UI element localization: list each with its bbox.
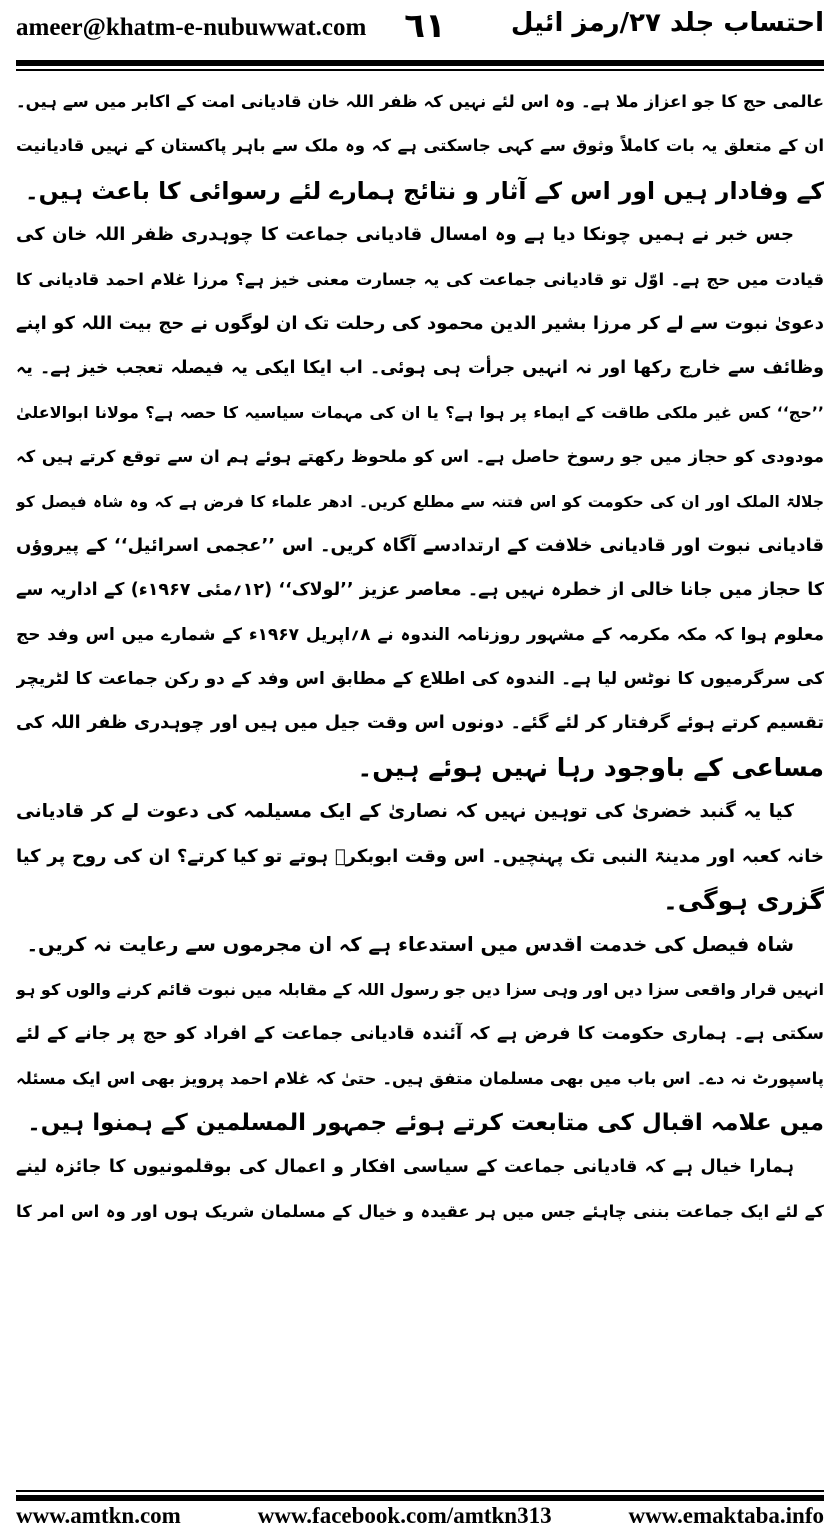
text-line: مساعی کے باوجود رہا نہیں ہوئے ہیں۔ bbox=[357, 752, 824, 782]
header-email: ameer@khatm-e-nubuwwat.com bbox=[16, 14, 367, 41]
text-line: شاہ فیصل کی خدمت اقدس میں استدعاء ہے کہ ان مجرموں سے رعایت نہ کریں۔ bbox=[26, 933, 794, 957]
body-text bbox=[16, 80, 824, 1475]
text-line: گزری ہوگی۔ bbox=[663, 886, 824, 916]
footer-rule-thick bbox=[16, 1495, 824, 1501]
text-line: سکتی ہے۔ ہماری حکومت کا فرض ہے کہ آئندہ قادیانی جماعت کے افراد کو حج پر جانے کے لئے bbox=[16, 1024, 824, 1045]
page-footer bbox=[16, 1503, 824, 1529]
text-line: قادیانی نبوت اور قادیانی خلافت کے ارتدادسے آگاہ کریں۔ اس ’’عجمی اسرائیل‘‘ کے پیروؤں bbox=[16, 534, 824, 556]
footer-rule-thin bbox=[16, 1490, 824, 1492]
page-number: ٦١ bbox=[404, 6, 446, 46]
text-line: کا حجاز میں جانا خالی از خطرہ نہیں ہے۔ معاصر عزیز ’’لولاک‘‘ (۱۲؍مئی ۱۹۶۷ء) کے اداریہ سے bbox=[16, 580, 824, 601]
footer-link-amtkn[interactable]: www.amtkn.com bbox=[16, 1503, 181, 1528]
text-line: کے لئے ایک جماعت بننی چاہئے جس میں ہر عقیدہ و خیال کے مسلمان شریک ہوں اور وہ اس امر کا bbox=[16, 1201, 824, 1221]
text-line: جلالۃ الملک اور ان کی حکومت کو اس فتنہ سے مطلع کریں۔ ادھر علماء کا فرض ہے کہ وہ شاہ فیصل کو bbox=[16, 492, 824, 511]
text-line: پاسپورٹ نہ دے۔ اس باب میں بھی مسلمان متفق ہیں۔ حتیٰ کہ غلام احمد پرویز بھی اس ایک مسئلہ bbox=[16, 1068, 824, 1088]
header-rule-thick bbox=[16, 60, 824, 66]
header-rule-thin bbox=[16, 69, 824, 71]
text-line: میں علامہ اقبال کی متابعت کرتے ہوئے جمہور المسلمین کے ہمنوا ہیں۔ bbox=[27, 1109, 824, 1136]
text-line: کیا یہ گنبد خضریٰ کی توہین نہیں کہ نصاریٰ کے ایک مسیلمہ کی دعوت لے کر قادیانی bbox=[16, 801, 794, 823]
text-line: خانہ کعبہ اور مدینۃ النبی تک پہنچیں۔ اس وقت ابوبکرؓ ہوتے تو کیا کرتے؟ ان کی روح پر کیا bbox=[16, 845, 824, 867]
text-line: وظائف سے خارج رکھا اور نہ انہیں جرأت ہی ہوئی۔ اب ایکا ایکی یہ فیصلہ تعجب خیز ہے۔ یہ bbox=[16, 358, 824, 379]
book-title: احتساب جلد ۲۷/رمز ائیل bbox=[510, 8, 824, 38]
text-line: دعویٰ نبوت سے لے کر مرزا بشیر الدین محمود کی رحلت تک ان لوگوں نے حج بیت اللہ کو اپنے bbox=[16, 312, 824, 334]
text-line: ان کے متعلق یہ بات کاملاً وثوق سے کہی جاسکتی ہے کہ وہ ملک سے باہر پاکستان کے نہیں قادیانیت bbox=[16, 136, 824, 156]
text-line: تقسیم کرتے ہوئے گرفتار کر لئے گئے۔ دونوں اس وقت جیل میں ہیں اور چوہدری ظفر اللہ کی bbox=[16, 713, 824, 734]
text-line: کی سرگرمیوں کا نوٹس لیا ہے۔ الندوہ کی اطلاع کے مطابق اس وفد کے دو رکن جماعت کا لٹریچر bbox=[16, 669, 824, 690]
text-line: مودودی کو حجاز میں جو رسوخ حاصل ہے۔ اس کو ملحوظ رکھتے ہوئے ہم ان سے توقع کرتے ہیں کہ bbox=[16, 447, 824, 467]
text-line: معلوم ہوا کہ مکہ مکرمہ کے مشہور روزنامہ الندوہ نے ۸؍اپریل ۱۹۶۷ء کے شمارے میں اس وفد حج bbox=[16, 624, 824, 645]
text-line: قیادت میں حج ہے۔ اوّل تو قادیانی جماعت کی یہ جسارت معنی خیز ہے؟ مرزا غلام احمد قادیانی کا bbox=[16, 269, 824, 289]
footer-link-facebook[interactable]: www.facebook.com/amtkn313 bbox=[257, 1503, 552, 1528]
text-line: ’’حج‘‘ کس غیر ملکی طاقت کے ایماء پر ہوا ہے؟ یا ان کی مہمات سیاسیہ کا حصہ ہے؟ مولانا ابوالاعلیٰ bbox=[16, 402, 824, 422]
text-line: انہیں قرار واقعی سزا دیں اور وہی سزا دیں جو رسول اللہ کے مقابلہ میں نبوت قائم کرنے والوں کو ہو bbox=[16, 979, 824, 999]
page-header bbox=[0, 0, 840, 60]
text-line: ہمارا خیال ہے کہ قادیانی جماعت کے سیاسی افکار و اعمال کی بوقلمونیوں کا جائزہ لینے bbox=[16, 1157, 794, 1178]
footer-link-emaktaba[interactable]: www.emaktaba.info bbox=[628, 1503, 824, 1528]
text-line: جس خبر نے ہمیں چونکا دیا ہے وہ امسال قادیانی جماعت کا چوہدری ظفر اللہ خان کی bbox=[16, 224, 794, 246]
text-line: کے وفادار ہیں اور اس کے آثار و نتائج ہمارے لئے رسوائی کا باعث ہیں۔ bbox=[24, 176, 824, 205]
text-line: عالمی حج کا جو اعزاز ملا ہے۔ وہ اس لئے نہیں کہ ظفر اللہ خان قادیانی امت کے اکابر میں سے ہیں۔ bbox=[16, 92, 824, 111]
